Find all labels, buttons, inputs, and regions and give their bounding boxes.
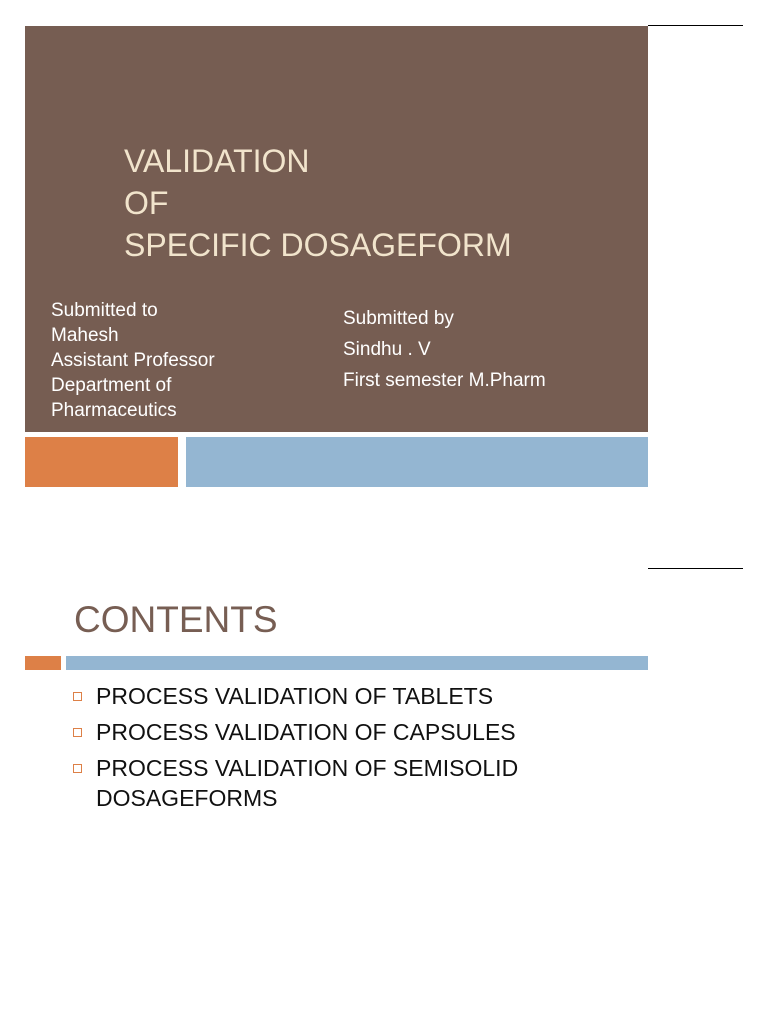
submitted-to-line: Submitted to <box>51 300 158 321</box>
page-divider-top <box>648 25 743 26</box>
submitted-by-line: First semester M.Pharm <box>343 370 546 391</box>
slide-title-line: SPECIFIC DOSAGEFORM <box>124 227 512 263</box>
submitted-by-block <box>343 303 546 396</box>
blue-accent-bar <box>66 656 648 670</box>
contents-title: CONTENTS <box>74 599 278 640</box>
square-bullet-icon <box>73 692 82 701</box>
list-item-text: PROCESS VALIDATION OF CAPSULES <box>96 719 516 745</box>
submitted-to-line: Assistant Professor <box>51 350 215 371</box>
page-divider-middle <box>648 568 743 569</box>
list-item-text: PROCESS VALIDATION OF SEMISOLID DOSAGEFORMS <box>96 755 519 811</box>
slide-title-line: VALIDATION <box>124 143 310 179</box>
blue-accent-bar <box>186 437 648 487</box>
square-bullet-icon <box>73 728 82 737</box>
contents-slide <box>25 569 648 869</box>
contents-list <box>73 681 566 819</box>
title-slide-background <box>25 26 648 432</box>
list-item <box>73 681 566 711</box>
submitted-by-line: Submitted by <box>343 308 454 329</box>
list-item-text: PROCESS VALIDATION OF TABLETS <box>96 683 494 709</box>
title-slide <box>25 26 648 488</box>
list-item <box>73 717 566 747</box>
square-bullet-icon <box>73 764 82 773</box>
submitted-to-line: Pharmaceutics <box>51 400 177 421</box>
submitted-to-line: Department of <box>51 375 172 396</box>
submitted-to-block <box>51 298 215 423</box>
submitted-to-line: Mahesh <box>51 325 119 346</box>
orange-accent-bar <box>25 656 61 670</box>
orange-accent-bar <box>25 437 178 487</box>
list-item <box>73 753 566 813</box>
submitted-by-line: Sindhu . V <box>343 339 431 360</box>
slide-title <box>124 140 512 266</box>
slide-title-line: OF <box>124 185 169 221</box>
